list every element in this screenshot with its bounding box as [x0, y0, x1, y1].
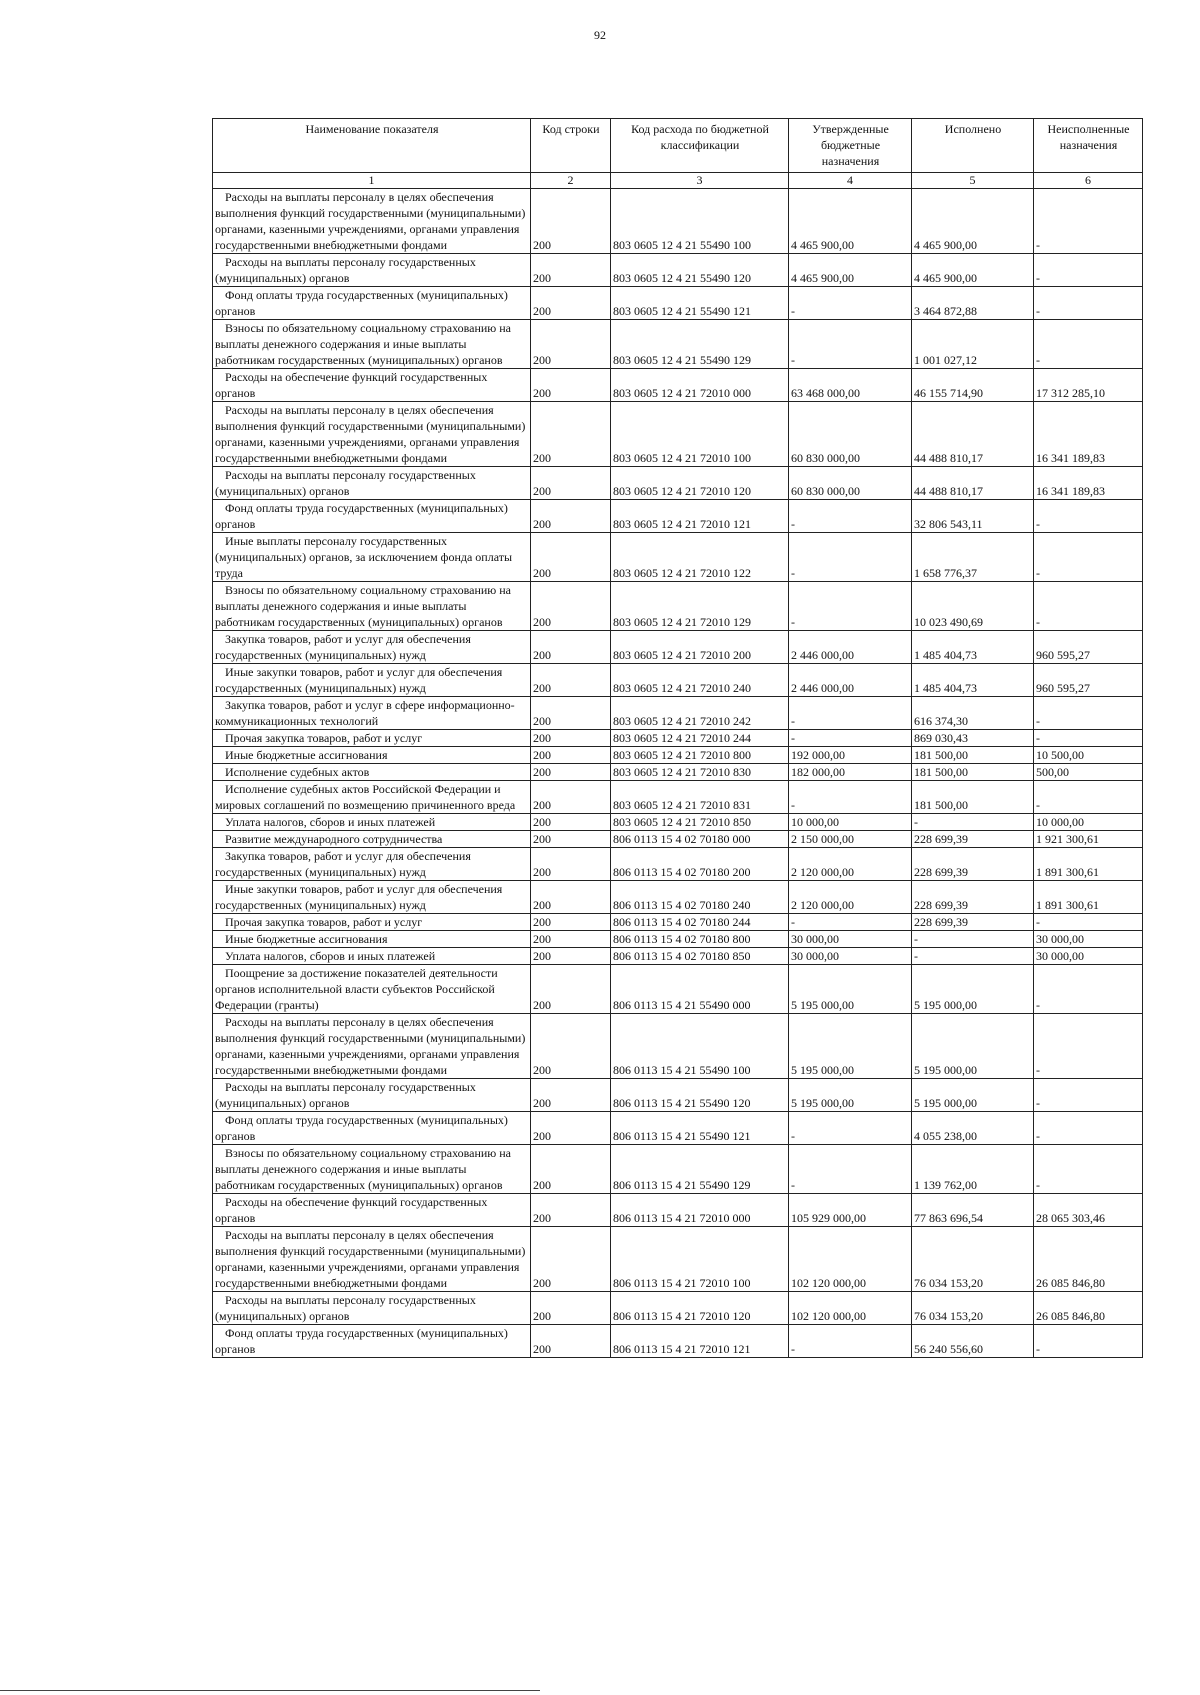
row-approved: -: [789, 500, 912, 533]
row-executed: 44 488 810,17: [912, 402, 1034, 467]
row-name: [213, 697, 531, 730]
row-unexecuted: 500,00: [1034, 764, 1143, 781]
table-row: [213, 730, 1143, 747]
row-name-text: Развитие международного сотрудничества: [225, 832, 443, 846]
table-row: [213, 287, 1143, 320]
row-name-text: Расходы на выплаты персоналу в целях обеспечения выполнения функций государственными (муниципальными) органами, казенными учреждениями, органами управления государственными внебюджетными фондами: [215, 190, 526, 252]
row-unexecuted: -: [1034, 697, 1143, 730]
row-executed: 77 863 696,54: [912, 1194, 1034, 1227]
column-number: 1: [213, 173, 531, 189]
row-executed: 3 464 872,88: [912, 287, 1034, 320]
row-approved: 5 195 000,00: [789, 1014, 912, 1079]
row-name: [213, 747, 531, 764]
row-executed: -: [912, 948, 1034, 965]
row-line-code: 200: [531, 1145, 611, 1194]
row-expense-code: 803 0605 12 4 21 72010 120: [611, 467, 789, 500]
row-name-text: Взносы по обязательному социальному страхованию на выплаты денежного содержания и иные выплаты работникам государственных (муниципальных) органов: [215, 583, 512, 629]
row-unexecuted: -: [1034, 1145, 1143, 1194]
row-approved: -: [789, 533, 912, 582]
row-name: [213, 533, 531, 582]
row-executed: 4 465 900,00: [912, 189, 1034, 254]
row-executed: 10 023 490,69: [912, 582, 1034, 631]
row-approved: 30 000,00: [789, 948, 912, 965]
row-line-code: 200: [531, 914, 611, 931]
table-row: [213, 747, 1143, 764]
row-name-text: Прочая закупка товаров, работ и услуг: [225, 915, 423, 929]
row-line-code: 200: [531, 1112, 611, 1145]
row-expense-code: 803 0605 12 4 21 72010 000: [611, 369, 789, 402]
table-row: [213, 1079, 1143, 1112]
row-executed: 1 485 404,73: [912, 631, 1034, 664]
row-executed: 228 699,39: [912, 881, 1034, 914]
header-indicator-name: Наименование показателя: [213, 119, 531, 173]
row-name: [213, 467, 531, 500]
row-line-code: 200: [531, 948, 611, 965]
row-approved: 60 830 000,00: [789, 402, 912, 467]
row-unexecuted: -: [1034, 320, 1143, 369]
row-expense-code: 803 0605 12 4 21 72010 100: [611, 402, 789, 467]
row-unexecuted: 960 595,27: [1034, 664, 1143, 697]
scan-edge-line: [0, 1690, 540, 1691]
row-approved: 10 000,00: [789, 814, 912, 831]
row-unexecuted: 16 341 189,83: [1034, 402, 1143, 467]
row-executed: -: [912, 931, 1034, 948]
row-expense-code: 806 0113 15 4 21 72010 120: [611, 1292, 789, 1325]
row-approved: -: [789, 1325, 912, 1358]
row-line-code: 200: [531, 697, 611, 730]
row-executed: 181 500,00: [912, 781, 1034, 814]
row-name-text: Расходы на выплаты персоналу в целях обеспечения выполнения функций государственными (муниципальными) органами, казенными учреждениями, органами управления государственными внебюджетными фондами: [215, 1015, 526, 1077]
row-unexecuted: 17 312 285,10: [1034, 369, 1143, 402]
row-line-code: 200: [531, 287, 611, 320]
row-approved: 192 000,00: [789, 747, 912, 764]
row-approved: -: [789, 914, 912, 931]
row-unexecuted: -: [1034, 730, 1143, 747]
row-expense-code: 803 0605 12 4 21 55490 100: [611, 189, 789, 254]
table-row: [213, 881, 1143, 914]
row-unexecuted: -: [1034, 1014, 1143, 1079]
row-expense-code: 803 0605 12 4 21 72010 800: [611, 747, 789, 764]
table-row: [213, 781, 1143, 814]
row-approved: 60 830 000,00: [789, 467, 912, 500]
column-number: 4: [789, 173, 912, 189]
row-name: [213, 948, 531, 965]
row-executed: 869 030,43: [912, 730, 1034, 747]
row-approved: 2 446 000,00: [789, 664, 912, 697]
row-executed: 4 055 238,00: [912, 1112, 1034, 1145]
row-line-code: 200: [531, 730, 611, 747]
row-unexecuted: 26 085 846,80: [1034, 1227, 1143, 1292]
row-name-text: Уплата налогов, сборов и иных платежей: [225, 815, 436, 829]
row-unexecuted: -: [1034, 1112, 1143, 1145]
row-name: [213, 848, 531, 881]
row-approved: 5 195 000,00: [789, 1079, 912, 1112]
row-line-code: 200: [531, 369, 611, 402]
row-line-code: 200: [531, 664, 611, 697]
row-expense-code: 806 0113 15 4 21 72010 121: [611, 1325, 789, 1358]
row-executed: 1 001 027,12: [912, 320, 1034, 369]
row-expense-code: 806 0113 15 4 21 72010 000: [611, 1194, 789, 1227]
row-name: [213, 1112, 531, 1145]
row-name: [213, 814, 531, 831]
row-name: [213, 914, 531, 931]
row-name: [213, 881, 531, 914]
row-unexecuted: 16 341 189,83: [1034, 467, 1143, 500]
row-approved: -: [789, 781, 912, 814]
row-name: [213, 402, 531, 467]
row-executed: 5 195 000,00: [912, 965, 1034, 1014]
row-name-text: Иные закупки товаров, работ и услуг для обеспечения государственных (муниципальных) нужд: [215, 882, 503, 912]
row-name-text: Исполнение судебных актов Российской Федерации и мировых соглашений по возмещению причиненного вреда: [215, 782, 516, 812]
row-name: [213, 664, 531, 697]
row-approved: 182 000,00: [789, 764, 912, 781]
row-line-code: 200: [531, 1194, 611, 1227]
row-approved: 2 120 000,00: [789, 881, 912, 914]
row-line-code: 200: [531, 254, 611, 287]
row-expense-code: 806 0113 15 4 21 55490 000: [611, 965, 789, 1014]
row-name: [213, 254, 531, 287]
row-approved: 30 000,00: [789, 931, 912, 948]
row-executed: 5 195 000,00: [912, 1014, 1034, 1079]
row-name-text: Расходы на обеспечение функций государственных органов: [215, 1195, 488, 1225]
budget-execution-table: [212, 118, 1143, 1358]
row-line-code: 200: [531, 1014, 611, 1079]
row-line-code: 200: [531, 467, 611, 500]
row-name-text: Закупка товаров, работ и услуг в сфере информационно-коммуникационных технологий: [215, 698, 515, 728]
row-executed: 76 034 153,20: [912, 1227, 1034, 1292]
row-approved: 105 929 000,00: [789, 1194, 912, 1227]
row-unexecuted: 26 085 846,80: [1034, 1292, 1143, 1325]
row-name-text: Уплата налогов, сборов и иных платежей: [225, 949, 436, 963]
table-row: [213, 965, 1143, 1014]
row-name: [213, 1014, 531, 1079]
row-expense-code: 803 0605 12 4 21 72010 242: [611, 697, 789, 730]
row-name-text: Иные бюджетные ассигнования: [225, 748, 388, 762]
row-line-code: 200: [531, 881, 611, 914]
page-number: 92: [594, 28, 606, 42]
row-executed: 1 139 762,00: [912, 1145, 1034, 1194]
row-line-code: 200: [531, 189, 611, 254]
header-line-code: Код строки: [531, 119, 611, 173]
table-row: [213, 369, 1143, 402]
table-row: [213, 697, 1143, 730]
row-unexecuted: 30 000,00: [1034, 931, 1143, 948]
row-line-code: 200: [531, 320, 611, 369]
row-name: [213, 965, 531, 1014]
row-expense-code: 806 0113 15 4 21 72010 100: [611, 1227, 789, 1292]
row-name: [213, 1079, 531, 1112]
row-approved: -: [789, 1112, 912, 1145]
table-row: [213, 402, 1143, 467]
table-row: [213, 764, 1143, 781]
row-unexecuted: 960 595,27: [1034, 631, 1143, 664]
table-row: [213, 1014, 1143, 1079]
row-executed: 1 658 776,37: [912, 533, 1034, 582]
row-name-text: Расходы на выплаты персоналу государственных (муниципальных) органов: [215, 1080, 476, 1110]
row-line-code: 200: [531, 500, 611, 533]
row-name-text: Фонд оплаты труда государственных (муниципальных) органов: [215, 1326, 508, 1356]
table-row: [213, 1145, 1143, 1194]
table-row: [213, 831, 1143, 848]
row-unexecuted: 28 065 303,46: [1034, 1194, 1143, 1227]
row-line-code: 200: [531, 814, 611, 831]
table-row: [213, 582, 1143, 631]
row-executed: 46 155 714,90: [912, 369, 1034, 402]
row-expense-code: 806 0113 15 4 21 55490 129: [611, 1145, 789, 1194]
row-line-code: 200: [531, 1292, 611, 1325]
row-name-text: Прочая закупка товаров, работ и услуг: [225, 731, 423, 745]
row-unexecuted: -: [1034, 189, 1143, 254]
row-expense-code: 803 0605 12 4 21 72010 850: [611, 814, 789, 831]
row-expense-code: 803 0605 12 4 21 72010 122: [611, 533, 789, 582]
row-approved: -: [789, 1145, 912, 1194]
row-approved: -: [789, 730, 912, 747]
row-line-code: 200: [531, 582, 611, 631]
table-row: [213, 1112, 1143, 1145]
row-unexecuted: -: [1034, 781, 1143, 814]
row-line-code: 200: [531, 747, 611, 764]
row-name-text: Расходы на выплаты персоналу в целях обеспечения выполнения функций государственными (муниципальными) органами, казенными учреждениями, органами управления государственными внебюджетными фондами: [215, 403, 526, 465]
row-executed: 616 374,30: [912, 697, 1034, 730]
row-approved: 2 150 000,00: [789, 831, 912, 848]
row-executed: 228 699,39: [912, 848, 1034, 881]
row-executed: 181 500,00: [912, 747, 1034, 764]
row-expense-code: 803 0605 12 4 21 72010 200: [611, 631, 789, 664]
row-name: [213, 189, 531, 254]
row-expense-code: 806 0113 15 4 21 55490 121: [611, 1112, 789, 1145]
row-unexecuted: -: [1034, 1079, 1143, 1112]
column-number: 5: [912, 173, 1034, 189]
row-name-text: Фонд оплаты труда государственных (муниципальных) органов: [215, 1113, 508, 1143]
row-expense-code: 803 0605 12 4 21 72010 830: [611, 764, 789, 781]
table-row: [213, 914, 1143, 931]
row-expense-code: 806 0113 15 4 02 70180 244: [611, 914, 789, 931]
row-expense-code: 803 0605 12 4 21 72010 831: [611, 781, 789, 814]
row-approved: 2 120 000,00: [789, 848, 912, 881]
row-unexecuted: -: [1034, 500, 1143, 533]
row-line-code: 200: [531, 533, 611, 582]
table-row: [213, 1194, 1143, 1227]
row-name-text: Исполнение судебных актов: [225, 765, 370, 779]
row-name: [213, 781, 531, 814]
header-executed: Исполнено: [912, 119, 1034, 173]
table-row: [213, 664, 1143, 697]
row-name: [213, 1227, 531, 1292]
row-executed: 228 699,39: [912, 914, 1034, 931]
header-approved: Утвержденные бюджетные назначения: [789, 119, 912, 173]
row-expense-code: 803 0605 12 4 21 55490 120: [611, 254, 789, 287]
row-expense-code: 803 0605 12 4 21 55490 121: [611, 287, 789, 320]
row-name: [213, 320, 531, 369]
row-name-text: Иные выплаты персоналу государственных (муниципальных) органов, за исключением фонда оплаты труда: [215, 534, 513, 580]
row-executed: 56 240 556,60: [912, 1325, 1034, 1358]
row-expense-code: 806 0113 15 4 02 70180 240: [611, 881, 789, 914]
header-unexecuted: Неисполненные назначения: [1034, 119, 1143, 173]
row-expense-code: 803 0605 12 4 21 72010 129: [611, 582, 789, 631]
row-line-code: 200: [531, 781, 611, 814]
row-approved: -: [789, 697, 912, 730]
row-name-text: Расходы на выплаты персоналу в целях обеспечения выполнения функций государственными (муниципальными) органами, казенными учреждениями, органами управления государственными внебюджетными фондами: [215, 1228, 526, 1290]
row-expense-code: 803 0605 12 4 21 72010 121: [611, 500, 789, 533]
row-name: [213, 631, 531, 664]
row-line-code: 200: [531, 402, 611, 467]
row-approved: 102 120 000,00: [789, 1292, 912, 1325]
row-name: [213, 1194, 531, 1227]
table-row: [213, 814, 1143, 831]
table-row: [213, 189, 1143, 254]
row-executed: 181 500,00: [912, 764, 1034, 781]
row-executed: 4 465 900,00: [912, 254, 1034, 287]
row-name-text: Расходы на выплаты персоналу государственных (муниципальных) органов: [215, 1293, 476, 1323]
row-approved: 102 120 000,00: [789, 1227, 912, 1292]
row-unexecuted: -: [1034, 287, 1143, 320]
row-line-code: 200: [531, 631, 611, 664]
row-line-code: 200: [531, 1227, 611, 1292]
row-name: [213, 931, 531, 948]
row-executed: 44 488 810,17: [912, 467, 1034, 500]
row-name-text: Фонд оплаты труда государственных (муниципальных) органов: [215, 288, 508, 318]
row-unexecuted: 30 000,00: [1034, 948, 1143, 965]
row-name-text: Закупка товаров, работ и услуг для обеспечения государственных (муниципальных) нужд: [215, 849, 471, 879]
column-number: 6: [1034, 173, 1143, 189]
table-row: [213, 931, 1143, 948]
row-expense-code: 806 0113 15 4 21 55490 120: [611, 1079, 789, 1112]
column-number: 3: [611, 173, 789, 189]
row-expense-code: 806 0113 15 4 02 70180 850: [611, 948, 789, 965]
row-executed: 1 485 404,73: [912, 664, 1034, 697]
table-row: [213, 1227, 1143, 1292]
row-unexecuted: 1 921 300,61: [1034, 831, 1143, 848]
row-expense-code: 806 0113 15 4 02 70180 800: [611, 931, 789, 948]
row-expense-code: 806 0113 15 4 21 55490 100: [611, 1014, 789, 1079]
row-name: [213, 730, 531, 747]
row-unexecuted: 1 891 300,61: [1034, 881, 1143, 914]
table-row: [213, 500, 1143, 533]
row-name-text: Поощрение за достижение показателей деятельности органов исполнительной власти субъектов Российской Федерации (гранты): [215, 966, 498, 1012]
row-approved: 4 465 900,00: [789, 254, 912, 287]
header-expense-code: Код расхода по бюджетной классификации: [611, 119, 789, 173]
row-approved: 4 465 900,00: [789, 189, 912, 254]
table-row: [213, 533, 1143, 582]
table-body: [213, 189, 1143, 1358]
row-expense-code: 806 0113 15 4 02 70180 200: [611, 848, 789, 881]
row-name-text: Расходы на выплаты персоналу государственных (муниципальных) органов: [215, 255, 476, 285]
row-unexecuted: 1 891 300,61: [1034, 848, 1143, 881]
row-line-code: 200: [531, 764, 611, 781]
row-name-text: Иные закупки товаров, работ и услуг для обеспечения государственных (муниципальных) нужд: [215, 665, 503, 695]
row-expense-code: 806 0113 15 4 02 70180 000: [611, 831, 789, 848]
row-approved: -: [789, 582, 912, 631]
row-expense-code: 803 0605 12 4 21 72010 244: [611, 730, 789, 747]
row-name: [213, 369, 531, 402]
row-executed: 76 034 153,20: [912, 1292, 1034, 1325]
row-name-text: Взносы по обязательному социальному страхованию на выплаты денежного содержания и иные выплаты работникам государственных (муниципальных) органов: [215, 321, 512, 367]
table-row: [213, 1292, 1143, 1325]
table-row: [213, 467, 1143, 500]
row-executed: -: [912, 814, 1034, 831]
table-row: [213, 948, 1143, 965]
row-unexecuted: -: [1034, 914, 1143, 931]
row-approved: -: [789, 287, 912, 320]
row-executed: 32 806 543,11: [912, 500, 1034, 533]
row-name: [213, 287, 531, 320]
row-name-text: Взносы по обязательному социальному страхованию на выплаты денежного содержания и иные выплаты работникам государственных (муниципальных) органов: [215, 1146, 512, 1192]
row-name: [213, 500, 531, 533]
row-name-text: Фонд оплаты труда государственных (муниципальных) органов: [215, 501, 508, 531]
row-name-text: Расходы на обеспечение функций государственных органов: [215, 370, 488, 400]
row-expense-code: 803 0605 12 4 21 72010 240: [611, 664, 789, 697]
row-line-code: 200: [531, 1325, 611, 1358]
row-approved: 5 195 000,00: [789, 965, 912, 1014]
table-row: [213, 631, 1143, 664]
table-row: [213, 320, 1143, 369]
row-executed: 228 699,39: [912, 831, 1034, 848]
table-row: [213, 254, 1143, 287]
row-expense-code: 803 0605 12 4 21 55490 129: [611, 320, 789, 369]
row-approved: 63 468 000,00: [789, 369, 912, 402]
row-name-text: Закупка товаров, работ и услуг для обеспечения государственных (муниципальных) нужд: [215, 632, 471, 662]
row-name: [213, 764, 531, 781]
table-row: [213, 1325, 1143, 1358]
row-name-text: Иные бюджетные ассигнования: [225, 932, 388, 946]
row-unexecuted: 10 000,00: [1034, 814, 1143, 831]
row-executed: 5 195 000,00: [912, 1079, 1034, 1112]
row-unexecuted: 10 500,00: [1034, 747, 1143, 764]
row-name: [213, 1325, 531, 1358]
row-approved: -: [789, 320, 912, 369]
row-name: [213, 1145, 531, 1194]
row-name: [213, 582, 531, 631]
row-unexecuted: -: [1034, 965, 1143, 1014]
row-line-code: 200: [531, 848, 611, 881]
row-unexecuted: -: [1034, 254, 1143, 287]
column-number: 2: [531, 173, 611, 189]
row-line-code: 200: [531, 831, 611, 848]
row-line-code: 200: [531, 931, 611, 948]
row-name: [213, 831, 531, 848]
row-unexecuted: -: [1034, 1325, 1143, 1358]
row-name: [213, 1292, 531, 1325]
row-approved: 2 446 000,00: [789, 631, 912, 664]
row-line-code: 200: [531, 1079, 611, 1112]
row-unexecuted: -: [1034, 533, 1143, 582]
table-row: [213, 848, 1143, 881]
row-line-code: 200: [531, 965, 611, 1014]
row-name-text: Расходы на выплаты персоналу государственных (муниципальных) органов: [215, 468, 476, 498]
row-unexecuted: -: [1034, 582, 1143, 631]
